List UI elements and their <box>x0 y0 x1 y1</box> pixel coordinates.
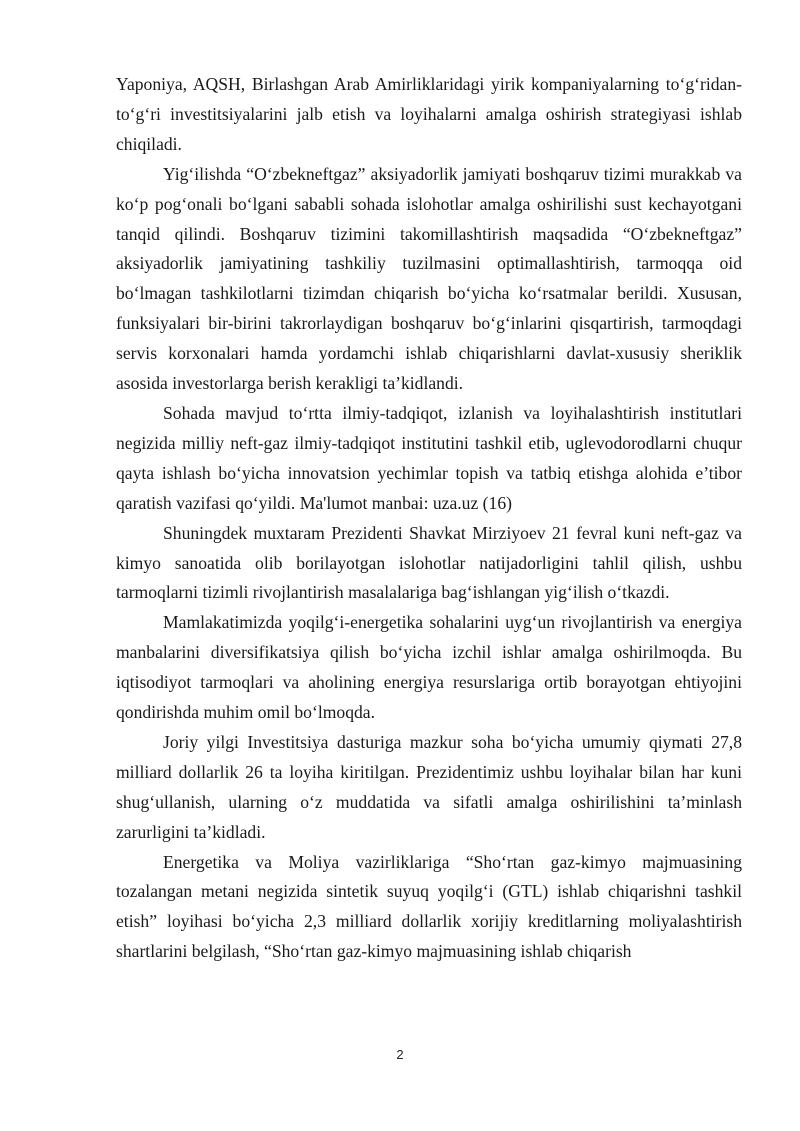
paragraph: Mamlakatimizda yoqilg‘i-energetika sohalarini uyg‘un rivojlantirish va energiya manbalarini diversifikatsiya qilish bo‘yicha izchil ishlar amalga oshirilmoqda. Bu iqtisodiyot tarmoqlari va aholining energiya resurslariga ortib borayotgan ehtiyojini qondirishda muhim omil bo‘lmoqda. <box>116 612 742 723</box>
document-body <box>116 70 742 967</box>
paragraph: Yaponiya, AQSH, Birlashgan Arab Amirliklaridagi yirik kompaniyalarning to‘g‘ridan-to‘g‘ri investitsiyalarini jalb etish va loyihalarni amalga oshirish strategiyasi ishlab chiqiladi. <box>116 74 742 154</box>
paragraph: Yig‘ilishda “O‘zbekneftgaz” aksiyadorlik jamiyati boshqaruv tizimi murakkab va ko‘p pog‘onali bo‘lgani sababli sohada islohotlar amalga oshirilishi sust kechayotgani tanqid qilindi. Boshqaruv tizimini takomillashtirish maqsadida “O‘zbekneftgaz” aksiyadorlik jamiyatining tashkiliy tuzilmasini optimallashtirish, tarmoqqa oid bo‘lmagan tashkilotlarni tizimdan chiqarish bo‘yicha ko‘rsatmalar berildi. Xususan, funksiyalari bir-birini takrorlaydigan boshqaruv bo‘g‘inlarini qisqartirish, tarmoqdagi servis korxonalari hamda yordamchi ishlab chiqarishlarni davlat-xususiy sheriklik asosida investorlarga berish kerakligi ta’kidlandi. <box>116 163 742 394</box>
paragraph: Shuningdek muxtaram Prezidenti Shavkat Mirziyoev 21 fevral kuni neft-gaz va kimyo sanoatida olib borilayotgan islohotlar natijadorligini tahlil qilish, ushbu tarmoqlarni tizimli rivojlantirish masalalariga bag‘ishlangan yig‘ilish o‘tkazdi. <box>116 522 742 603</box>
paragraph: Energetika va Moliya vazirliklariga “Sho‘rtan gaz-kimyo majmuasining tozalangan metani negizida sintetik suyuq yoqilg‘i (GTL) ishlab chiqarishni tashkil etish” loyihasi bo‘yicha 2,3 milliard dollarlik xorijiy kreditlarning moliyalashtirish shartlarini belgilash, “Sho‘rtan gaz-kimyo majmuasining ishlab chiqarish <box>116 851 742 962</box>
page-number: 2 <box>396 1047 404 1062</box>
paragraph: Sohada mavjud to‘rtta ilmiy-tadqiqot, izlanish va loyihalashtirish institutlari negizida milliy neft-gaz ilmiy-tadqiqot institutini tashkil etib, uglevodorodlarni chuqur qayta ishlash bo‘yicha innovatsion yechimlar topish va tatbiq etishga alohida e’tibor qaratish vazifasi qo‘yildi. Ma'lumot manbai: uza.uz (16) <box>116 402 742 513</box>
paragraph: Joriy yilgi Investitsiya dasturiga mazkur soha bo‘yicha umumiy qiymati 27,8 milliard dollarlik 26 ta loyiha kiritilgan. Prezidentimiz ushbu loyihalar bilan har kuni shug‘ullanish, ularning o‘z muddatida va sifatli amalga oshirilishini ta’minlash zarurligini ta’kidladi. <box>116 731 742 842</box>
